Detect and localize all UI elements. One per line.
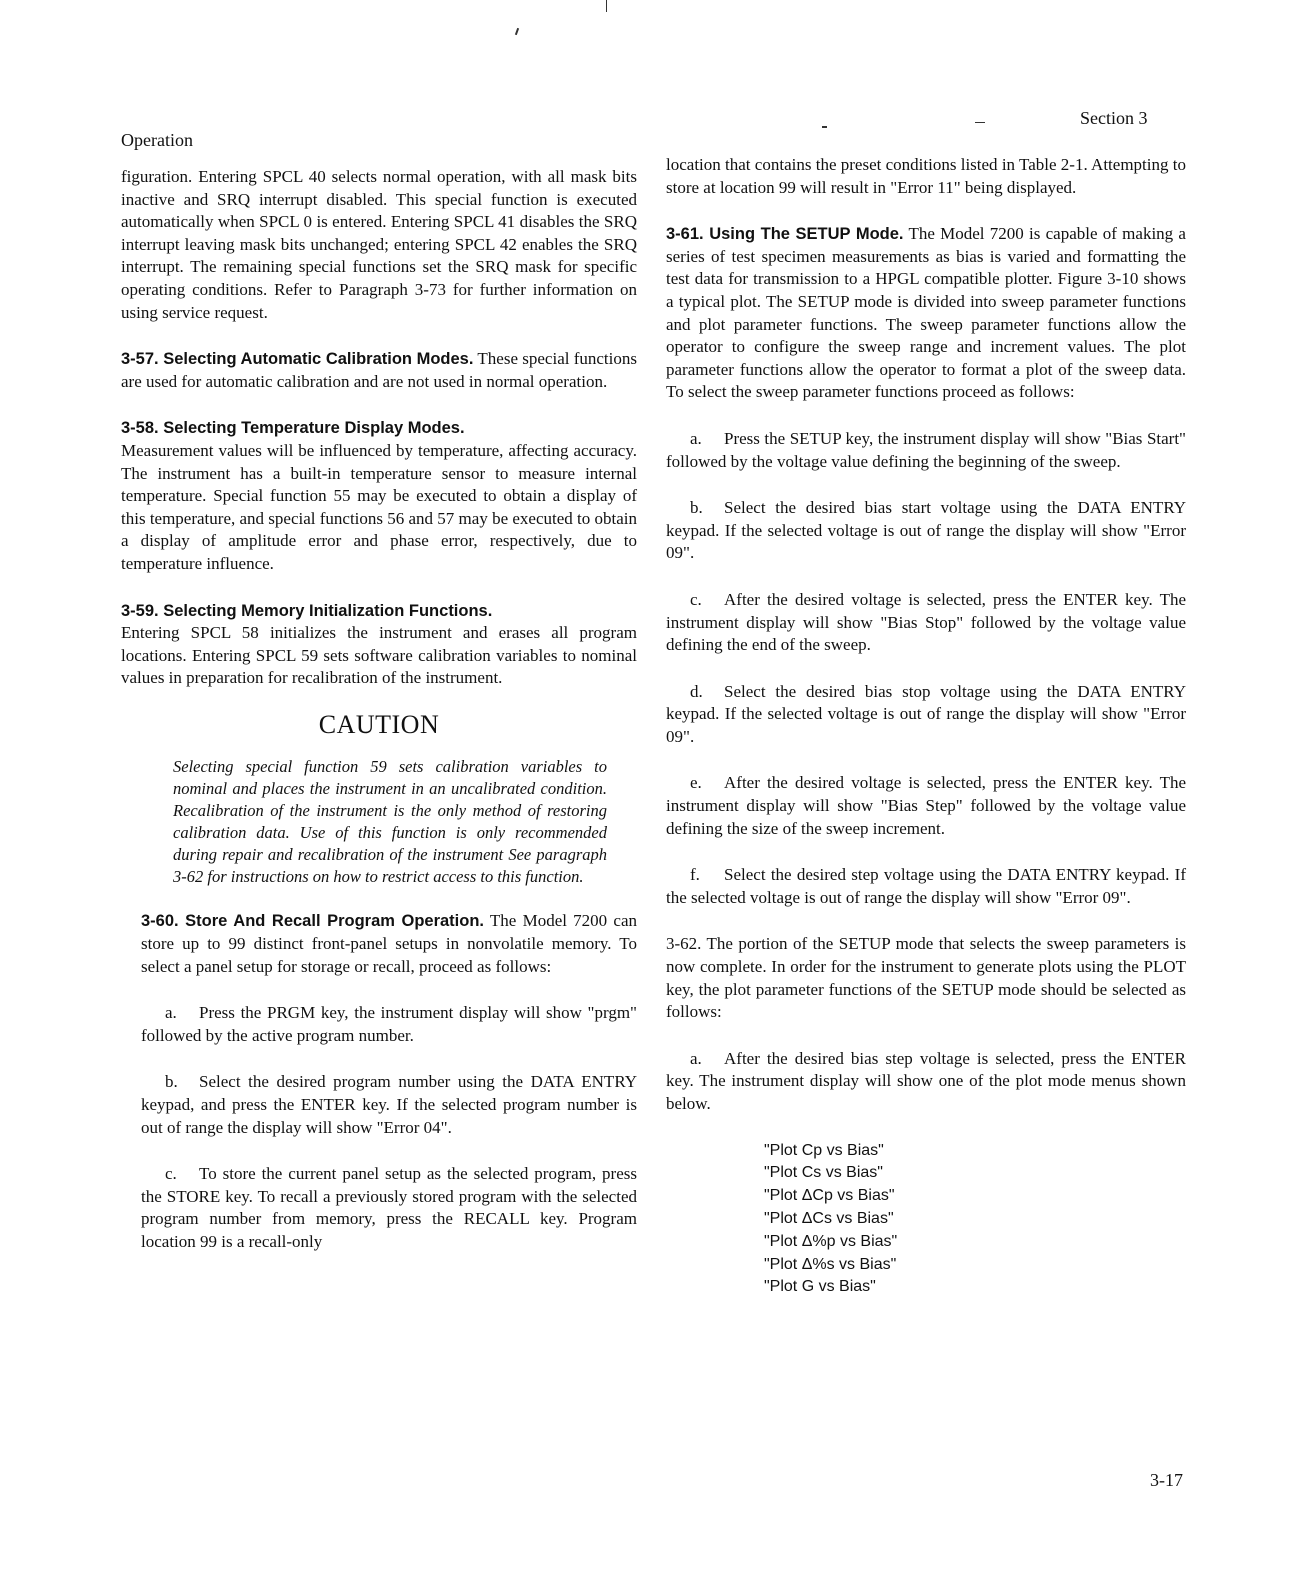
body-3-57: These special functions are used for automatic calibration and are not used in normal operation.: [121, 349, 637, 391]
list-item: "Plot Cs vs Bias": [764, 1164, 883, 1182]
heading-3-60: 3-60. Store And Recall Program Operation.: [141, 912, 484, 931]
body-3-59: Entering SPCL 58 initializes the instrument and erases all program locations. Entering SPCL 59 sets software calibration variables to nominal values in preparation for recalibration of the instrument.: [121, 623, 637, 688]
step-letter: c.: [690, 589, 702, 609]
step-right-c: [666, 589, 1186, 657]
body-3-60: The Model 7200 can store up to 99 distinct front-panel setups in nonvolatile memory. To select a panel setup for storage or recall, proceed as follows:: [141, 911, 637, 976]
step-right-d: [666, 681, 1186, 749]
list-item: "Plot Δ%s vs Bias": [764, 1255, 897, 1273]
body-3-61: The Model 7200 is capable of making a series of test specimen measurements as bias is varied and formatting the test data for transmission to a HPGL compatible plotter. Figure 3-10 shows a typical plot. The SETUP mode is divided into sweep parameter functions and plot parameter functions. The sweep parameter functions allow the operator to configure the sweep range and increment values. The plot parameter functions allow the operator to format a plot of the sweep data. To select the sweep parameter functions proceed as follows:: [666, 224, 1186, 402]
step-right-b: [666, 497, 1186, 565]
body-3-58: Measurement values will be influenced by temperature, affecting accuracy. The instrument has a built-in temperature sensor to measure internal temperature. Special function 55 may be executed to obtain a display of this temperature, and special functions 56 and 57 may be executed to obtain a display of amplitude error and phase error, respectively, due to temperature influence.: [121, 440, 637, 573]
heading-3-61: 3-61. Using The SETUP Mode.: [666, 225, 904, 244]
step-letter: b.: [165, 1072, 178, 1092]
step-left-a: [141, 1002, 637, 1047]
right-column: [666, 154, 1186, 1299]
step-right-a: [666, 428, 1186, 473]
step-text: After the desired bias step voltage is selected, press the ENTER key. The instrument display will show one of the plot mode menus shown below.: [666, 1048, 1186, 1113]
step-text: After the desired voltage is selected, press the ENTER key. The instrument display will show "Bias Step" followed by the voltage value defining the size of the sweep increment.: [666, 773, 1186, 838]
step-letter: b.: [690, 498, 703, 518]
step-letter: a.: [690, 1048, 702, 1068]
running-header-left: Operation: [121, 130, 193, 150]
plot-mode-menu-list: [764, 1140, 1186, 1300]
page-number: 3-17: [1150, 1470, 1183, 1490]
step-left-c: [141, 1163, 637, 1253]
step-text: Select the desired bias stop voltage using the DATA ENTRY keypad. If the selected voltage is out of range the display will show "Error 09".: [666, 681, 1186, 746]
caution-body: Selecting special function 59 sets calibration variables to nominal and places the instrument in an uncalibrated condition. Recalibration of the instrument is the only method of restoring calibration data. Use of this function is only recommended during repair and recalibration of the instrument See paragraph 3-62 for instructions on how to restrict access to this function.: [173, 757, 607, 887]
step-text: Press the SETUP key, the instrument display will show "Bias Start" followed by the voltage value defining the beginning of the sweep.: [666, 428, 1186, 471]
step-text: Select the desired bias start voltage using the DATA ENTRY keypad. If the selected voltage is out of range the display will show "Error 09".: [666, 498, 1186, 563]
heading-3-59: 3-59. Selecting Memory Initialization Functions.: [121, 601, 493, 620]
step-text: After the desired voltage is selected, press the ENTER key. The instrument display will show "Bias Stop" followed by the voltage value defining the end of the sweep.: [666, 589, 1186, 655]
section-3-62: 3-62. The portion of the SETUP mode that selects the sweep parameters is now complete. In order for the instrument to generate plots using the PLOT key, the plot parameter functions of the SETUP mode should be selected as follows:: [666, 934, 1186, 1022]
list-item: "Plot ΔCp vs Bias": [764, 1187, 895, 1205]
list-item: "Plot Cp vs Bias": [764, 1141, 884, 1159]
heading-3-57: 3-57. Selecting Automatic Calibration Modes.: [121, 350, 474, 369]
scan-mark-tick: [515, 28, 519, 35]
step-right-f: [666, 864, 1186, 909]
section-3-60: [141, 910, 637, 978]
scan-mark-top: [606, 0, 607, 12]
step-right-e: [666, 772, 1186, 840]
scan-mark-dash-2: [975, 122, 985, 123]
section-3-57: [121, 348, 637, 393]
step-text: Select the desired program number using the DATA ENTRY keypad, and press the ENTER key. If the selected program number is out of range the display will show "Error 04".: [141, 1072, 637, 1137]
step-letter: c.: [165, 1164, 177, 1184]
step-letter: a.: [165, 1003, 177, 1023]
step-letter: d.: [690, 681, 703, 701]
step-left-b: [141, 1071, 637, 1139]
step-letter: f.: [690, 865, 700, 885]
list-item: "Plot Δ%p vs Bias": [764, 1232, 898, 1250]
step-text: To store the current panel setup as the selected program, press the STORE key. To recall a previously stored program with the selected program number from memory, press the RECALL key. Program location 99 is a recall-only: [141, 1164, 637, 1251]
step-text: Press the PRGM key, the instrument display will show "prgm" followed by the active program number.: [141, 1003, 637, 1045]
step-letter: a.: [690, 428, 702, 448]
section-3-59: [121, 600, 637, 690]
section-3-61: [666, 223, 1186, 404]
left-column: [121, 166, 637, 1278]
scan-mark-dash-1: [822, 126, 827, 128]
step-letter: e.: [690, 773, 702, 793]
heading-3-58: 3-58. Selecting Temperature Display Modes.: [121, 419, 465, 438]
caution-title: CAUTION: [318, 709, 440, 739]
list-item: "Plot ΔCs vs Bias": [764, 1209, 894, 1227]
list-item: "Plot G vs Bias": [764, 1278, 876, 1296]
paragraph-intro: figuration. Entering SPCL 40 selects normal operation, with all mask bits inactive and SRQ interrupt disabled. This special function is executed automatically when SPCL 0 is entered. Entering SPCL 41 disables the SRQ interrupt leaving mask bits unchanged; entering SPCL 42 enables the SRQ interrupt. The remaining special functions set the SRQ mask for specific operating conditions. Refer to Paragraph 3-73 for further information on using service request.: [121, 167, 637, 322]
running-header-right: Section 3: [1080, 108, 1148, 128]
step-text: Select the desired step voltage using the DATA ENTRY keypad. If the selected voltage is out of range the display will show "Error 09".: [666, 865, 1186, 907]
step-plot-a: [666, 1048, 1186, 1116]
section-3-58: [121, 417, 637, 575]
paragraph-continuation: location that contains the preset conditions listed in Table 2-1. Attempting to store at location 99 will result in "Error 11" being displayed.: [666, 155, 1186, 197]
